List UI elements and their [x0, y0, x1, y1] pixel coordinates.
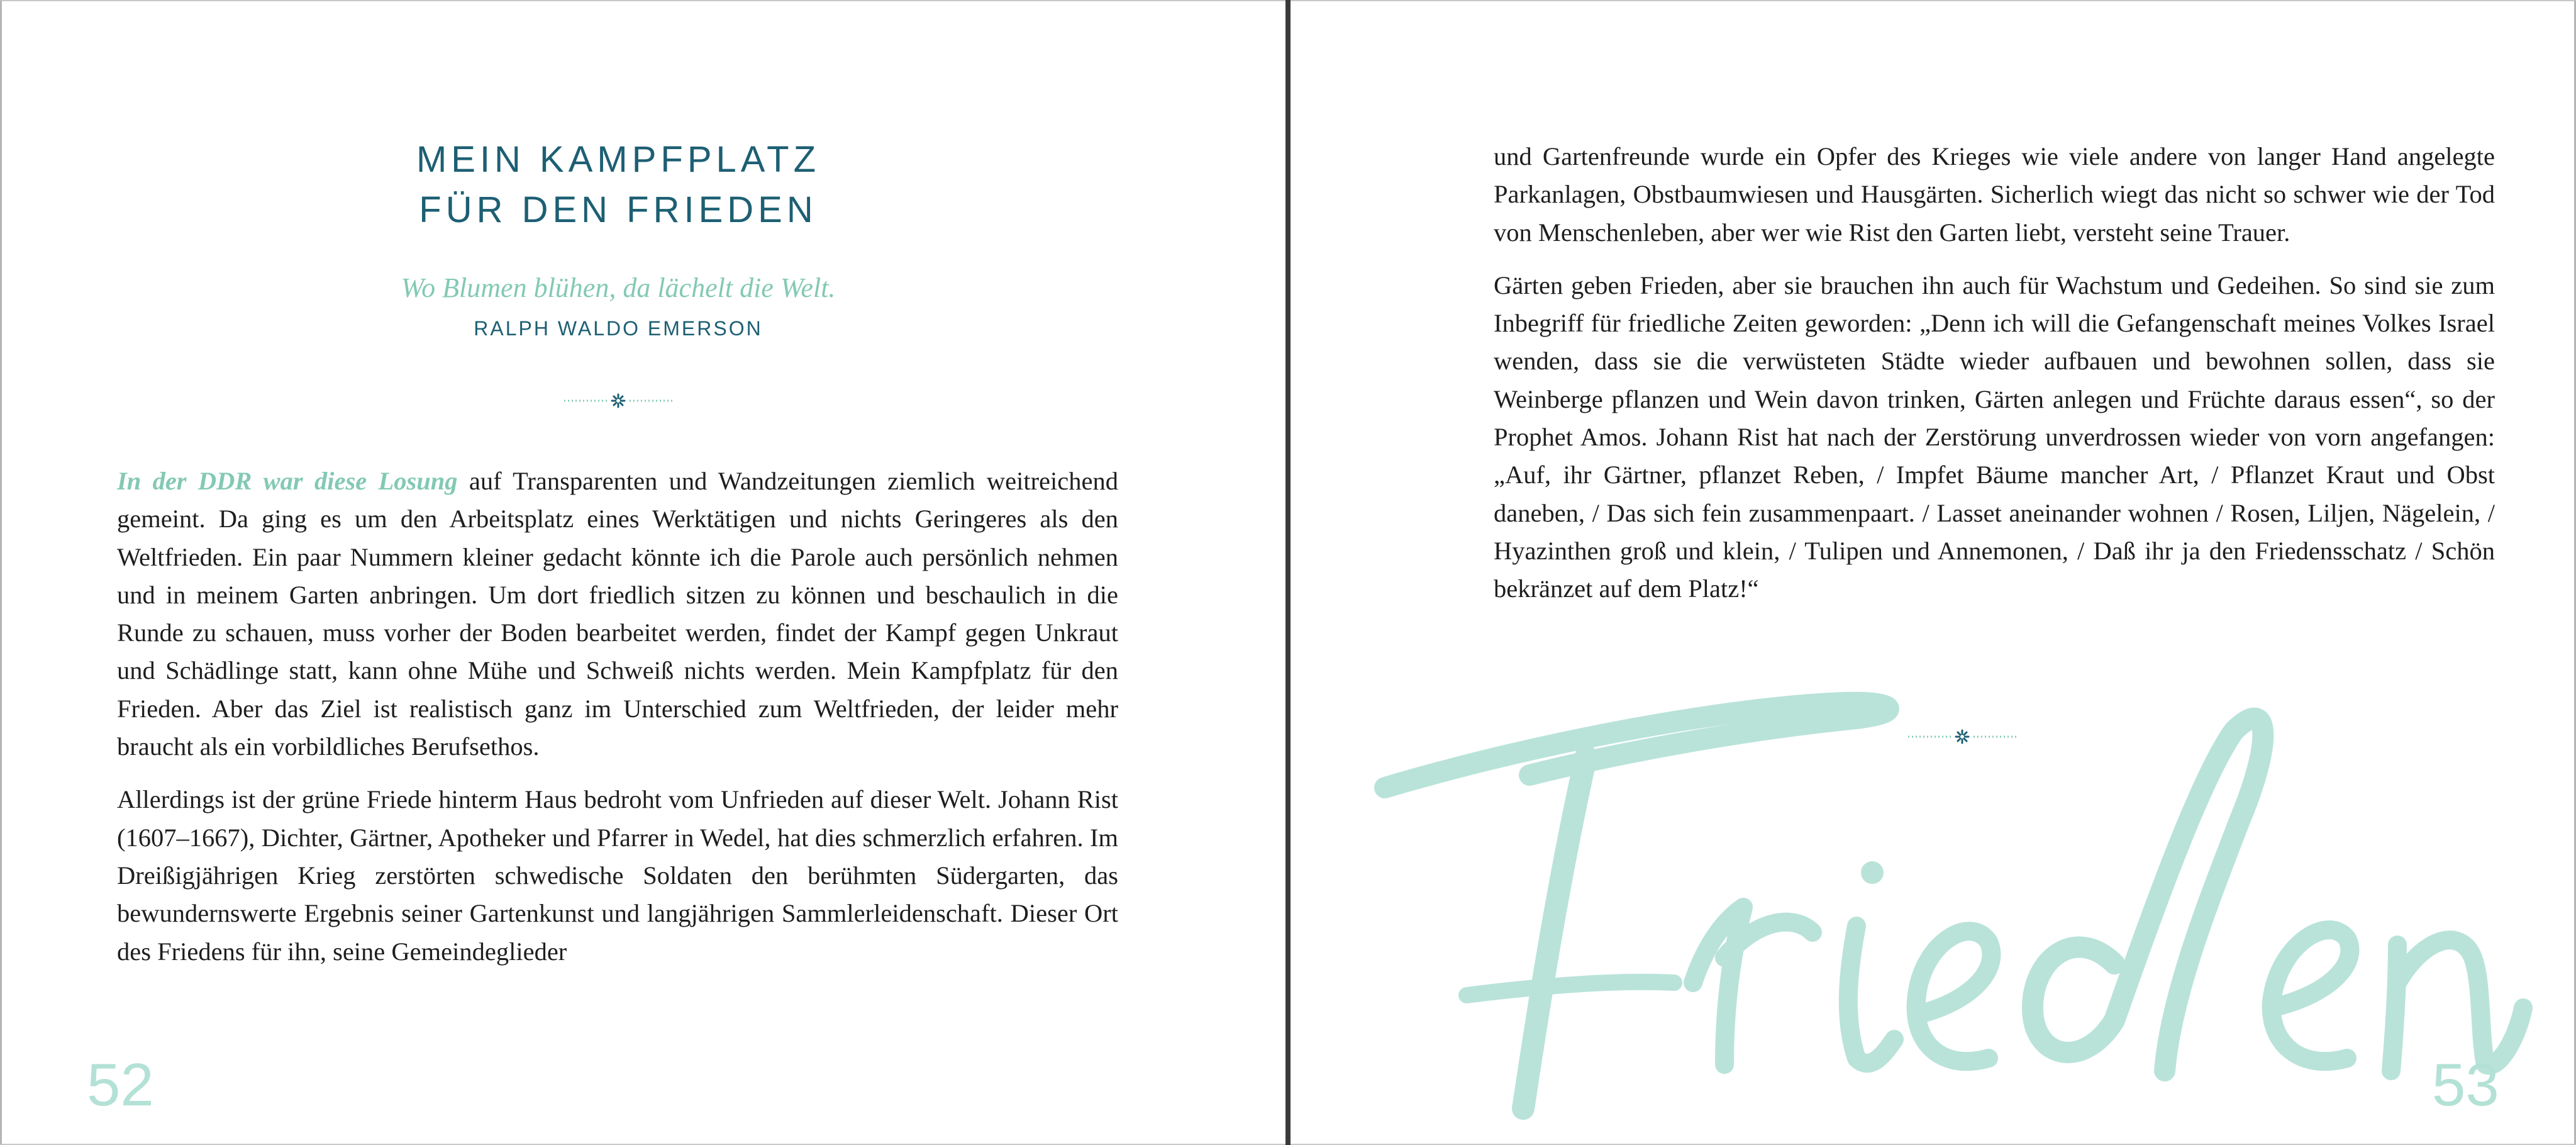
right-body-text	[1494, 138, 2495, 623]
right-paragraph-1: und Gartenfreunde wurde ein Opfer des Krieges wie viele andere von langer Hand angelegte Parkanlagen, Obstbaumwiesen und Hausgärten. Sicherlich wiegt das nicht so schwer wie der Tod von Menschenleben, aber wer wie Rist den Garten liebt, versteht seine Trauer.	[1494, 142, 2495, 247]
chapter-title-line-2: FÜR DEN FRIEDEN	[419, 189, 818, 230]
left-body-text	[117, 462, 1118, 986]
paragraph-1-text: auf Transparenten und Wandzeitungen ziemlich weitreichend gemeint. Da ging es um den Arbeitsplatz eines Werktätigen und nichts Geringeres als den Weltfrieden. Ein paar Nummern kleiner gedacht könnte ich die Parole auch persönlich nehmen und in meinem Garten anbringen. Um dort friedlich sitzen zu können und beschaulich in die Runde zu schauen, muss vorher der Boden bearbeitet werden, findet der Kampf gegen Unkraut und Schädlinge statt, kann ohne Mühe und Schweiß nichts werden. Mein Kampfplatz für den Frieden. Aber das Ziel ist realistisch ganz im Unterschied zum Weltfrieden, der leider mehr braucht als ein vorbildliches Berufsethos.	[117, 467, 1118, 761]
book-gutter	[1285, 0, 1291, 1145]
left-paragraph-1	[117, 462, 1118, 766]
right-page	[1291, 0, 2576, 1145]
chapter-title	[241, 135, 996, 235]
left-page	[0, 0, 1285, 1145]
page-number-right: 53	[2432, 1051, 2499, 1119]
right-paragraph-2: Gärten geben Frieden, aber sie brauchen ihn auch für Wachstum und Gedeihen. So sind sie zum Inbegriff für friedliche Zeiten geworden: „Denn ich will die Gefangenschaft meines Volkes Israel wenden, dass sie die verwüsteten Städte wieder aufbauen und bewohnen sollen, dass sie Weinberge pflanzen und Wein davon trinken, Gärten anlegen und Früchte daraus essen“, so der Prophet Amos. Johann Rist hat nach der Zerstörung unverdrossen wieder von vorn angefangen: „Auf, ihr Gärtner, pflanzet Reben, / Impfet Bäume mancher Art, / Pflanzet Kraut und Obst daneben, / Das sich fein zusammenpaart. / Lasset aneinander wohnen / Rosen, Liljen, Nägelein, / Hyazinthen groß und klein, / Tulipen und Annemonen, / Daß ihr ja den Friedensschatz / Schön bekränzet auf dem Platz!“	[1494, 271, 2495, 603]
motto-quote: Wo Blumen blühen, da lächelt die Welt.	[401, 272, 836, 303]
ornament-divider-icon	[562, 391, 675, 410]
paragraph-lead-in: In der DDR war diese Losung	[117, 467, 458, 495]
motto-author: RALPH WALDO EMERSON	[474, 317, 763, 340]
left-paragraph-2: Allerdings ist der grüne Friede hinterm Haus bedroht vom Unfrieden auf dieser Welt. Johann Rist (1607–1667), Dichter, Gärtner, Apotheker und Pfarrer in Wedel, hat dies schmerzlich erfahren. Im Dreißigjährigen Krieg zerstörten schwedische Soldaten den berühmten Südergarten, das bewundernswerte Ergebnis seiner Gartenkunst und langjährigen Sammlerleidenschaft. Dieser Ort des Friedens für ihn, seine Gemeindeglieder	[117, 785, 1118, 966]
chapter-title-line-1: MEIN KAMPFPLATZ	[416, 139, 821, 180]
page-number-left: 52	[87, 1051, 154, 1119]
ornament-divider-icon	[1906, 727, 2019, 746]
